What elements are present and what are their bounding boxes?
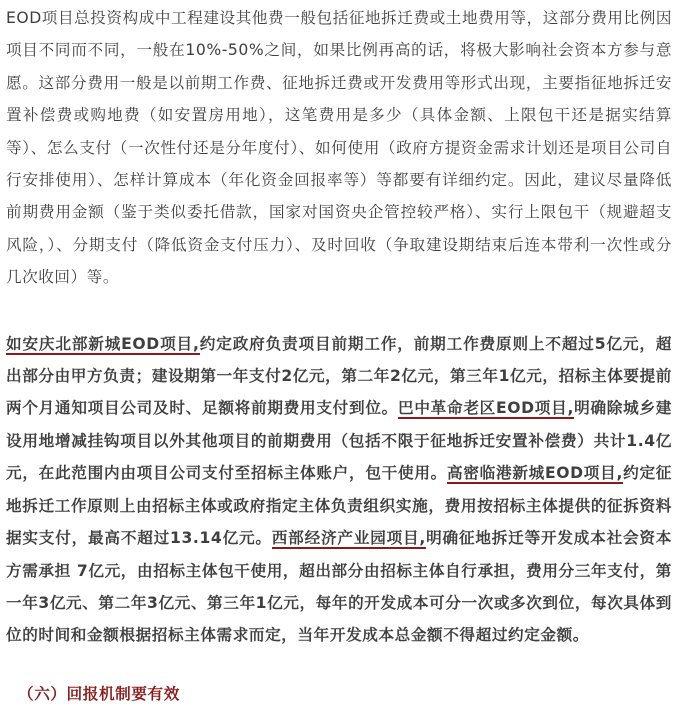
case-name-gaomi: 高密临港新城EOD项目, — [447, 464, 623, 483]
case-text-bazhong: 明确除城乡建设用地增减挂钩项目以外其他项目的前期费用（包括不限于征地拆迁安置补偿费）共计1.4亿元，在此范围内由项目公司支付至招标主体账户，包干使用。 — [6, 399, 672, 483]
case-text-anqing: 约定政府负责项目前期工作，前期工作费原则上不超过5亿元，超出部分由甲方负责；建设期第一年支付2亿元，第二年2亿元，第三年1亿元，招标主体要提前两个月通知项目公司及时、足额将前期费用支付到位。 — [6, 334, 672, 418]
section-heading-return-mechanism: （六）回报机制要有效 — [18, 684, 180, 703]
case-text-gaomi: 约定征地拆迁工作原则上由招标主体或政府指定主体负责组织实施，费用按招标主体提供的征拆资料据实支付，最高不超过13.14亿元。 — [6, 464, 672, 548]
paragraph-project-cost-intro: EOD项目总投资构成中工程建设其他费一般包括征地拆迁费或土地费用等，这部分费用比例因项目不同而不同，一般在10%-50%之间，如果比例再高的话，将极大影响社会资本方参与意愿。这部分费用一般是以前期工作费、征地拆迁费或开发费用等形式出现，主要指征地拆迁安置补偿费或购地费（如安置房用地），这笔费用是多少（具体金额、上限包干还是据实结算等）、怎么支付（一次性付还是分年度付）、如何使用（政府方提资金需求计划还是项目公司自行安排使用）、怎样计算成本（年化资金回报率等）等都要有详细约定。因此，建议尽量降低前期费用金额（鉴于类似委托借款，国家对国资央企管控较严格）、实行上限包干（规避超支风险，）、分期支付（降低资金支付压力）、及时回收（争取建设期结束后连本带利一次性或分几次收回）等。 — [6, 9, 672, 287]
case-name-anqing: 如安庆北部新城EOD项目, — [6, 334, 200, 353]
case-name-xibu: 西部经济产业园项目, — [271, 529, 426, 548]
case-text-xibu: 明确征地拆迁等开发成本社会资本方需承担 7亿元，由招标主体包干使用，超出部分由招标主体自行承担，费用分三年支付，第一年3亿元、第二年3亿元、第三年1亿元，每年的开发成本可分一次或多次到位，每次具体到位的时间和金额根据招标主体需求而定，当年开发成本总金额不得超过约定金额。 — [6, 529, 672, 645]
case-name-bazhong: 巴中革命老区EOD项目, — [398, 399, 574, 418]
paragraph-project-case-examples — [6, 328, 672, 652]
